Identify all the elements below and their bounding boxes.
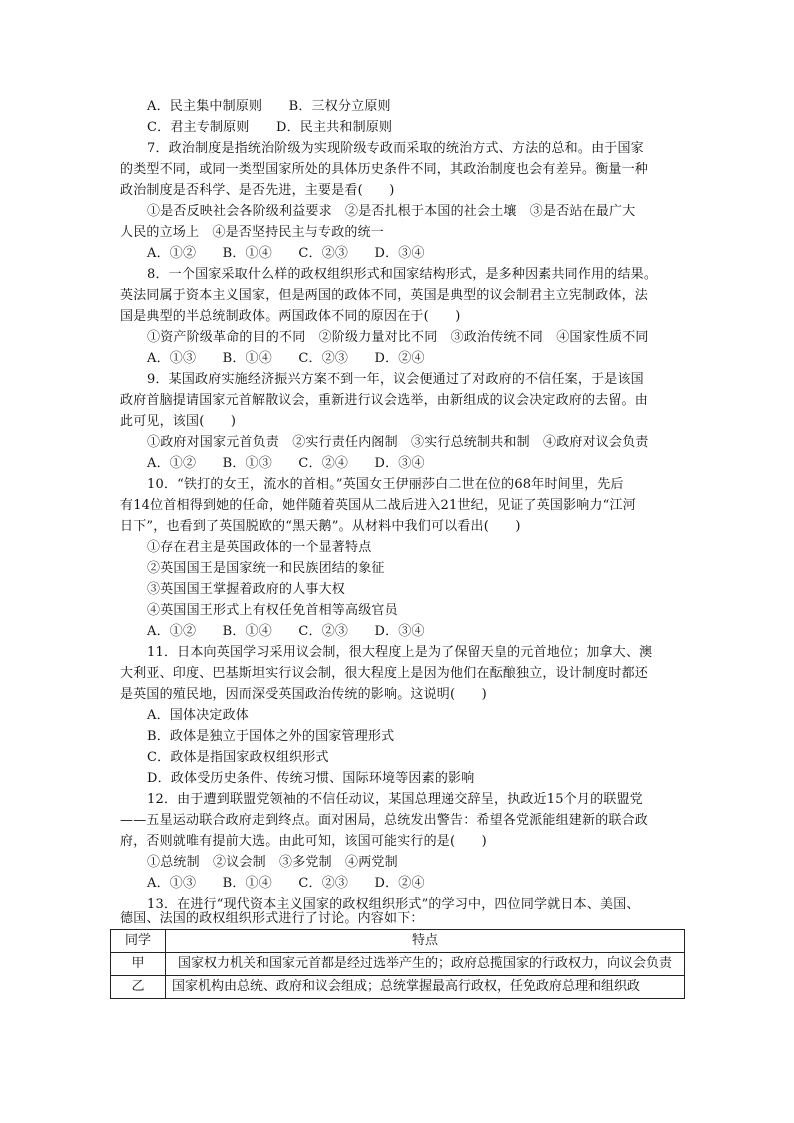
question-8-options: A．①③ B．①④ C．②③ D．②④ — [147, 351, 425, 366]
question-13-stem: 德国、法国的政权组织形式进行了讨论。内容如下： — [120, 911, 424, 926]
question-13-stem: 13．在进行“现代资本主义国家的政权组织形式”的学习中，四位同学就日本、美国、 — [147, 897, 640, 912]
table-cell-feature: 国家权力机关和国家元首都是经过选举产生的；政府总揽国家的行政权力，向议会负责 — [166, 953, 685, 976]
table-row — [111, 976, 685, 999]
table-cell-feature: 国家机构由总统、政府和议会组成；总统掌握最高行政权，任免政府总理和组织政 — [166, 976, 685, 999]
question-9-stem: 此可见，该国( ) — [120, 414, 237, 429]
option-line: C．君主专制原则 D．民主共和制原则 — [147, 120, 393, 135]
question-12-stem: 府，否则就唯有提前大选。由此可知，该国可能实行的是( ) — [120, 834, 487, 849]
question-8-stem: 8．一个国家采取什么样的政权组织形式和国家结构形式，是多种因素共同作用的结果。 — [147, 267, 658, 282]
question-10-options: A．①② B．①④ C．②③ D．③④ — [147, 624, 425, 639]
question-7-statements: ①是否反映社会各阶级利益要求 ②是否扎根于本国的社会土壤 ③是否站在最广大 — [147, 204, 636, 219]
question-11-stem: 大利亚、印度、巴基斯坦实行议会制，很大程度上是因为他们在酝酿独立，设计制度时都还 — [120, 666, 649, 681]
option-line: A．民主集中制原则 B．三权分立原则 — [147, 99, 391, 114]
question-8-stem: 英法同属于资本主义国家，但是两国的政体不同，英国是典型的议会制君主立宪制政体，法 — [120, 288, 649, 303]
question-7-stem: 的类型不同，或同一类型国家所处的具体历史条件不同，其政治制度也会有差异。衡量一种 — [120, 162, 649, 177]
question-12-statements: ①总统制 ②议会制 ③多党制 ④两党制 — [147, 855, 398, 870]
question-11-option: B．政体是独立于国体之外的国家管理形式 — [147, 729, 395, 744]
question-11-stem: 11．日本向英国学习采用议会制，很大程度上是为了保留天皇的元首地位；加拿大、澳 — [147, 645, 653, 660]
question-11-option: C．政体是指国家政权组织形式 — [147, 750, 329, 765]
question-10-statement: ①存在君主是英国政体的一个显著特点 — [147, 540, 372, 555]
question-11-stem: 是英国的殖民地，因而深受英国政治传统的影响。这说明( ) — [120, 687, 487, 702]
table-header: 同学 — [111, 930, 166, 953]
question-11-option: A．国体决定政体 — [147, 708, 249, 723]
question-9-options: A．①② B．①③ C．②④ D．③④ — [147, 456, 425, 471]
question-10-stem: 有14位首相得到她的任命，她伴随着英国从二战后进入21世纪，见证了英国影响力“江河 — [120, 498, 636, 513]
question-9-stem: 9．某国政府实施经济振兴方案不到一年，议会便通过了对政府的不信任案，于是该国 — [147, 372, 644, 387]
question-8-statements: ①资产阶级革命的目的不同 ②阶级力量对比不同 ③政治传统不同 ④国家性质不同 — [147, 330, 649, 345]
question-9-statements: ①政府对国家元首负责 ②实行责任内阁制 ③实行总统制共和制 ④政府对议会负责 — [147, 435, 649, 450]
question-10-statement: ④英国国王形式上有权任免首相等高级官员 — [147, 603, 398, 618]
question-7-statements: 人民的立场上 ④是否坚持民主与专政的统一 — [120, 225, 385, 240]
table-row — [111, 953, 685, 976]
question-10-stem: 10．“铁打的女王，流水的首相。”英国女王伊丽莎白二世在位的68年时间里，先后 — [147, 477, 624, 492]
table-cell-student: 乙 — [111, 976, 166, 999]
question-7-stem: 7．政治制度是指统治阶级为实现阶级专政而采取的统治方式、方法的总和。由于国家 — [147, 141, 644, 156]
question-7-stem: 政治制度是否科学、是否先进，主要是看( ) — [120, 183, 395, 198]
question-10-statement: ③英国国王掌握着政府的人事大权 — [147, 582, 346, 597]
question-7-options: A．①② B．①④ C．②③ D．③④ — [147, 246, 425, 261]
question-10-statement: ②英国国王是国家统一和民族团结的象征 — [147, 561, 385, 576]
table-cell-student: 甲 — [111, 953, 166, 976]
question-12-options: A．①③ B．①④ C．②③ D．②④ — [147, 876, 425, 891]
question-8-stem: 国是典型的半总统制政体。两国政体不同的原因在于( ) — [120, 309, 461, 324]
question-9-stem: 政府首脑提请国家元首解散议会，重新进行议会选举，由新组成的议会决定政府的去留。由 — [120, 393, 649, 408]
table-header-row — [111, 930, 685, 953]
question-12-stem: 12．由于遭到联盟党领袖的不信任动议，某国总理递交辞呈，执政近15个月的联盟党 — [147, 792, 643, 807]
table-header: 特点 — [166, 930, 685, 953]
question-11-option: D．政体受历史条件、传统习惯、国际环境等因素的影响 — [147, 771, 475, 786]
question-10-stem: 日下”，也看到了英国脱欧的“黑天鹅”。从材料中我们可以看出( ) — [120, 519, 521, 534]
question-12-stem: ——五星运动联合政府走到终点。面对困局，总统发出警告：希望各党派能组建新的联合政 — [120, 813, 649, 828]
comparison-table — [110, 929, 685, 999]
